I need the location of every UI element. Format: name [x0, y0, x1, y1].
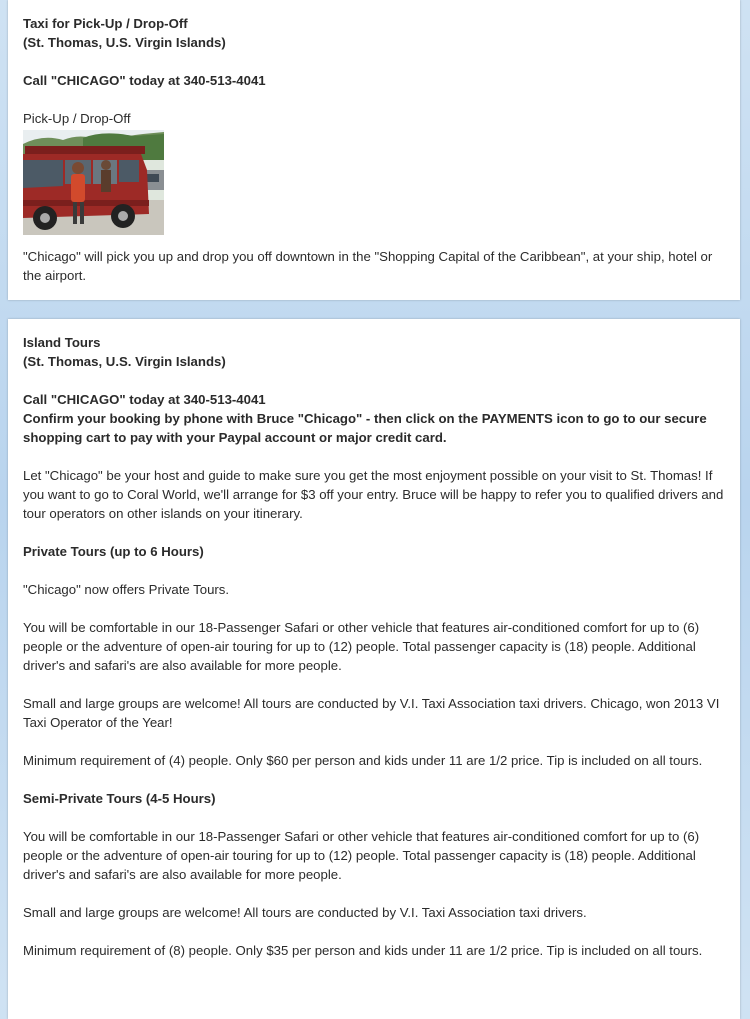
pickup-description: "Chicago" will pick you up and drop you off downtown in the "Shopping Capital of the Caribbean", at your ship, hotel or the airport.: [23, 249, 713, 283]
red-taxi-van-photo: [23, 130, 164, 235]
pickup-image-label: Pick-Up / Drop-Off: [23, 111, 131, 126]
private-tours-comfort: You will be comfortable in our 18-Passenger Safari or other vehicle that features air-conditioned comfort for up to (6) people or the adventure of open-air touring for up to (12) people. Total passenger capacity is (18) people. Additional driver's and safari's are also available for more people.: [23, 620, 700, 673]
pickup-call-text: Call "CHICAGO" today at 340-513-4041: [23, 73, 266, 88]
semi-private-tours-comfort: You will be comfortable in our 18-Passenger Safari or other vehicle that features air-conditioned comfort for up to (6) people or the adventure of open-air touring for up to (12) people. Total passenger capacity is (18) people. Additional driver's and safari's are also available for more people.: [23, 829, 700, 882]
pickup-title-line2: (St. Thomas, U.S. Virgin Islands): [23, 35, 226, 50]
private-tours-heading: Private Tours (up to 6 Hours): [23, 544, 204, 559]
private-tours-minimum: Minimum requirement of (4) people. Only $60 per person and kids under 11 are 1/2 price. Tip is included on all tours.: [23, 753, 703, 768]
tours-call-text: Call "CHICAGO" today at 340-513-4041: [23, 392, 266, 407]
pickup-card: [8, 0, 740, 300]
pickup-title-line1: Taxi for Pick-Up / Drop-Off: [23, 16, 188, 31]
tours-title-line2: (St. Thomas, U.S. Virgin Islands): [23, 354, 226, 369]
tours-title-line1: Island Tours: [23, 335, 101, 350]
tours-intro: Let "Chicago" be your host and guide to make sure you get the most enjoyment possible on your visit to St. Thomas! If you want to go to Coral World, we'll arrange for $3 off your entry. Bruce will be happy to refer you to qualified drivers and tour operators on other islands on your itinerary.: [23, 468, 724, 521]
semi-private-tours-groups: Small and large groups are welcome! All tours are conducted by V.I. Taxi Association taxi drivers.: [23, 905, 587, 920]
tours-confirm-text: Confirm your booking by phone with Bruce "Chicago" - then click on the PAYMENTS icon to go to our secure shopping cart to pay with your Paypal account or major credit card.: [23, 411, 707, 445]
private-tours-groups: Small and large groups are welcome! All tours are conducted by V.I. Taxi Association taxi drivers. Chicago, won 2013 VI Taxi Operator of the Year!: [23, 696, 720, 730]
private-tours-offer: "Chicago" now offers Private Tours.: [23, 582, 230, 597]
island-tours-card: [8, 319, 740, 1019]
semi-private-tours-minimum: Minimum requirement of (8) people. Only $35 per person and kids under 11 are 1/2 price. Tip is included on all tours.: [23, 943, 703, 958]
semi-private-tours-heading: Semi-Private Tours (4-5 Hours): [23, 791, 216, 806]
